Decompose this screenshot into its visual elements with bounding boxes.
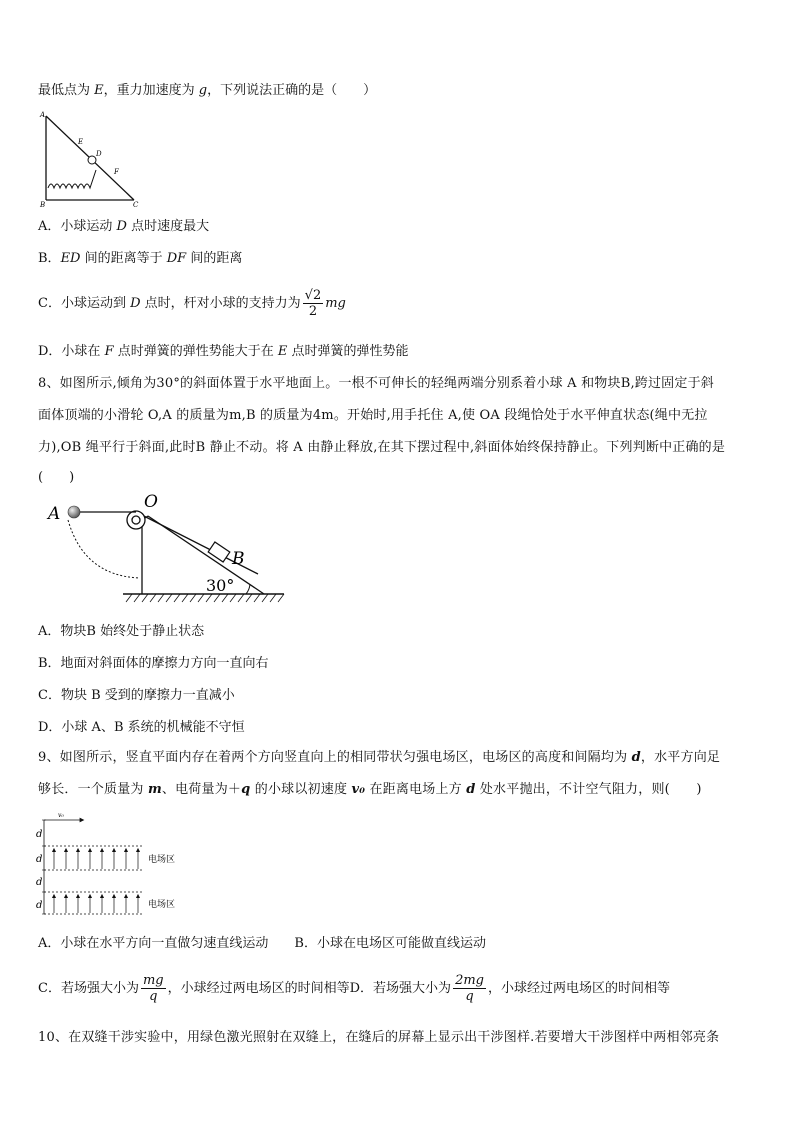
q7-a-suffix: 点时速度最大 xyxy=(126,219,210,234)
q7-c-prefix: C．小球运动到 xyxy=(38,296,131,311)
q7-c-frac-num: √2 xyxy=(304,288,322,303)
q7-d-prefix: D．小球在 xyxy=(38,344,105,359)
q7-option-d xyxy=(38,343,409,361)
q9-d-prefix: D．若场强大小为 xyxy=(349,981,452,996)
q9-label-region-2: 电场区 xyxy=(148,900,176,910)
q9-label-d-4: d xyxy=(36,900,43,911)
q9-label-d-2: d xyxy=(36,854,43,865)
q7-stem-text-a: 最低点为 xyxy=(38,83,95,98)
q7-a-prefix: A．小球运动 xyxy=(38,219,117,234)
q7-b-var1: ED xyxy=(60,251,81,266)
q9-c-prefix: C．若场强大小为 xyxy=(38,981,139,996)
q9-l2-var-v0: v₀ xyxy=(351,782,366,797)
q7-c-frac-den: 2 xyxy=(308,304,318,319)
q7-stem-text-c: ，下列说法正确的是（ ） xyxy=(207,83,377,98)
q7-stem-tail xyxy=(38,82,376,100)
q7-stem-var-g: g xyxy=(198,83,208,98)
q7-label-A: A xyxy=(40,111,46,119)
q7-d-mid: 点时弹簧的弹性势能大于在 xyxy=(113,344,278,359)
q9-options-ab xyxy=(38,935,486,953)
q9-label-d-3: d xyxy=(36,877,43,888)
q7-d-var2: E xyxy=(277,344,288,359)
q9-l2-d: 在距离电场上方 xyxy=(365,782,467,797)
q9-l2-var-d: d xyxy=(466,782,476,797)
q7-c-var: D xyxy=(130,296,141,311)
q9-stem-line-1 xyxy=(38,749,720,767)
q8-stem-line-1: 8、如图所示,倾角为30°的斜面体置于水平地面上。一根不可伸长的轻绳两端分别系着小球 A 和物块B,跨过固定于斜 xyxy=(38,376,714,391)
q9-label-region-1: 电场区 xyxy=(148,855,176,865)
q9-c-fraction xyxy=(141,973,166,1004)
q7-c-mid: 点时，杆对小球的支持力为 xyxy=(140,296,301,311)
q7-option-c xyxy=(38,286,346,322)
q9-options-cd xyxy=(38,972,670,1006)
q7-c-fraction xyxy=(303,288,324,319)
q9-l1-b: ，水平方向足 xyxy=(640,750,721,765)
q8-stem-line-3: 力),OB 绳平行于斜面,此时B 静止不动。将 A 由静止释放,在其下摆过程中,斜面体始终保持静止。下列判断中正确的是 xyxy=(38,440,726,455)
q8-label-B: B xyxy=(232,549,245,569)
q9-stem-line-2 xyxy=(38,781,702,799)
q9-d-suffix: ，小球经过两电场区的时间相等 xyxy=(487,981,670,996)
q7-label-E: E xyxy=(78,138,84,146)
q9-d-frac-den: q xyxy=(465,989,474,1004)
q9-option-b: B．小球在电场区可能做直线运动 xyxy=(294,936,486,951)
q9-label-d-1: d xyxy=(36,829,43,840)
q7-d-var1: F xyxy=(104,344,114,359)
q9-l1-var-d: d xyxy=(631,750,641,765)
q8-option-c: C．物块 B 受到的摩擦力一直减小 xyxy=(38,688,235,703)
q7-c-suffix: mg xyxy=(325,296,346,311)
q9-l2-var-m: m xyxy=(147,782,162,797)
q7-b-suffix: 间的距离 xyxy=(186,251,243,266)
q7-b-prefix: B． xyxy=(38,251,61,266)
q7-stem-var-E: E xyxy=(94,83,104,98)
q9-l2-a: 够长．一个质量为 xyxy=(38,782,148,797)
q8-label-O: O xyxy=(144,492,158,512)
q8-stem-line-2: 面体顶端的小滑轮 O,A 的质量为m,B 的质量为4m。开始时,用手托住 A,使 OA 段绳恰处于水平伸直状态(绳中无拉 xyxy=(38,408,708,423)
q7-a-var: D xyxy=(116,219,127,234)
q9-field-region-figure xyxy=(34,810,194,925)
q7-label-D: D xyxy=(96,150,102,158)
q7-label-B: B xyxy=(40,201,46,209)
q7-b-mid: 间的距离等于 xyxy=(80,251,167,266)
q8-option-b: B．地面对斜面体的摩擦力方向一直向右 xyxy=(38,656,269,671)
q7-b-var2: DF xyxy=(166,251,187,266)
q9-c-suffix: ，小球经过两电场区的时间相等 xyxy=(167,981,350,996)
q9-l2-var-q: q xyxy=(241,782,251,797)
q8-label-A: A xyxy=(48,504,61,524)
q9-c-frac-num: mg xyxy=(142,973,164,988)
q9-l2-c: 的小球以初速度 xyxy=(250,782,352,797)
q8-stem-line-4: ( ) xyxy=(38,470,75,485)
q7-incline-spring-figure xyxy=(38,108,148,208)
q8-option-a: A．物块B 始终处于静止状态 xyxy=(38,624,205,639)
q7-stem-text-b: ，重力加速度为 xyxy=(103,83,199,98)
q7-option-a xyxy=(38,218,209,236)
q9-d-frac-num: 2mg xyxy=(455,973,484,988)
q9-l1-a: 9、如图所示，竖直平面内存在着两个方向竖直向上的相同带状匀强电场区，电场区的高度和间隔均为 xyxy=(38,750,632,765)
q8-label-angle: 30° xyxy=(206,576,235,595)
q9-d-fraction xyxy=(453,973,486,1004)
q9-l2-b: 、电荷量为＋ xyxy=(161,782,242,797)
q7-label-F: F xyxy=(114,168,119,176)
q7-label-C: C xyxy=(133,201,139,209)
q9-l2-e: 处水平抛出，不计空气阻力，则( ) xyxy=(475,782,702,797)
q7-option-b xyxy=(38,250,242,268)
q9-option-a: A．小球在水平方向一直做匀速直线运动 xyxy=(38,936,269,951)
q9-c-frac-den: q xyxy=(149,989,158,1004)
q9-label-v0: v₀ xyxy=(58,812,64,819)
q10-stem-line-1: 10、在双缝干涉实验中，用绿色激光照射在双缝上，在缝后的屏幕上显示出干涉图样.若要增大干涉图样中两相邻亮条 xyxy=(38,1030,720,1045)
q8-option-d: D．小球 A、B 系统的机械能不守恒 xyxy=(38,720,245,735)
q8-incline-pulley-figure xyxy=(48,490,288,606)
q7-d-suffix: 点时弹簧的弹性势能 xyxy=(287,344,409,359)
